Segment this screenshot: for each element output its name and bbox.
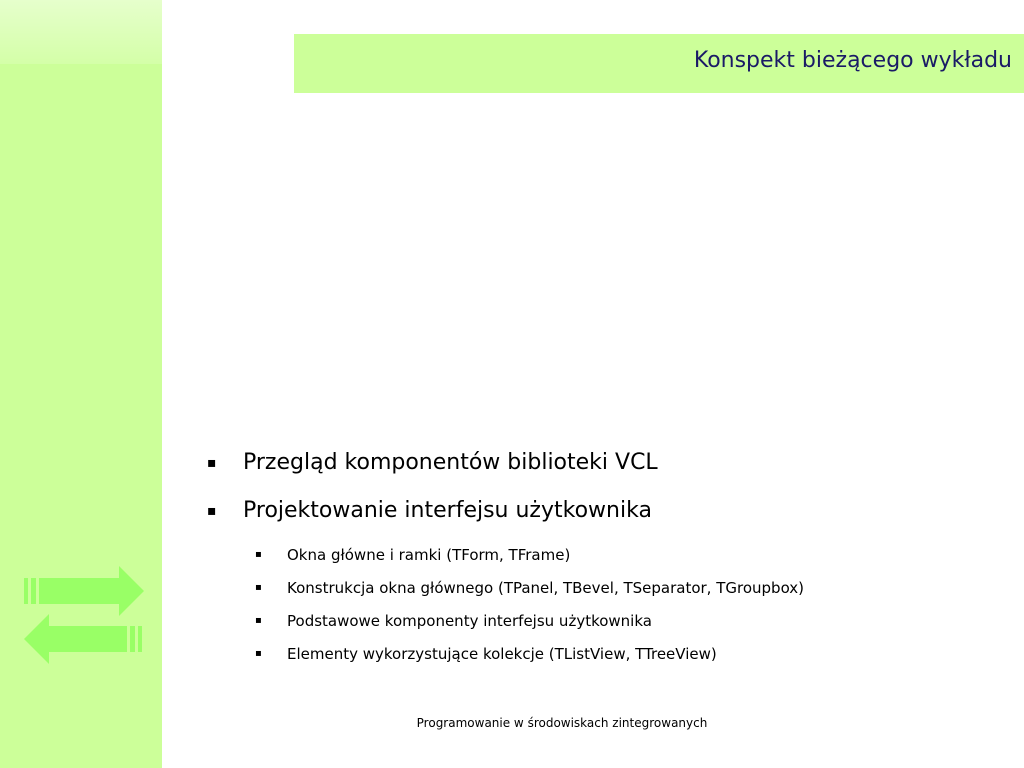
bullet-icon: ▪	[207, 455, 217, 471]
bullet-icon: ▪	[255, 615, 262, 626]
left-panel-middle-band	[0, 64, 162, 288]
list-item-text: Przegląd komponentów biblioteki VCL	[243, 450, 658, 475]
next-arrow-icon[interactable]	[24, 566, 144, 616]
sub-list-item	[205, 643, 1005, 676]
sub-list-item-text: Podstawowe komponenty interfejsu użytkownika	[287, 612, 652, 630]
previous-arrow-icon[interactable]	[24, 614, 142, 664]
left-panel-top-band	[0, 0, 162, 64]
sub-list-item-text: Okna główne i ramki (TForm, TFrame)	[287, 546, 571, 564]
bullet-list	[205, 448, 1005, 676]
bullet-icon: ▪	[207, 503, 217, 519]
sub-list-item	[205, 610, 1005, 643]
left-decoration-panel	[0, 0, 162, 768]
sub-list-item-text: Konstrukcja okna głównego (TPanel, TBevel, TSeparator, TGroupbox)	[287, 579, 805, 597]
bullet-icon: ▪	[255, 549, 262, 560]
slide-footer: Programowanie w środowiskach zintegrowanych	[416, 716, 708, 730]
list-item	[205, 496, 1005, 544]
list-item-text: Projektowanie interfejsu użytkownika	[243, 498, 652, 523]
bullet-icon: ▪	[255, 648, 262, 659]
list-item	[205, 448, 1005, 496]
sub-list-item	[205, 544, 1005, 577]
bullet-icon: ▪	[255, 582, 262, 593]
title-bar	[294, 34, 1024, 93]
sub-list-item-text: Elementy wykorzystujące kolekcje (TListView, TTreeView)	[287, 645, 717, 663]
navigation-arrows-icon	[22, 564, 150, 668]
sub-list-item	[205, 577, 1005, 610]
slide-title: Konspekt bieżącego wykładu	[693, 48, 1012, 73]
